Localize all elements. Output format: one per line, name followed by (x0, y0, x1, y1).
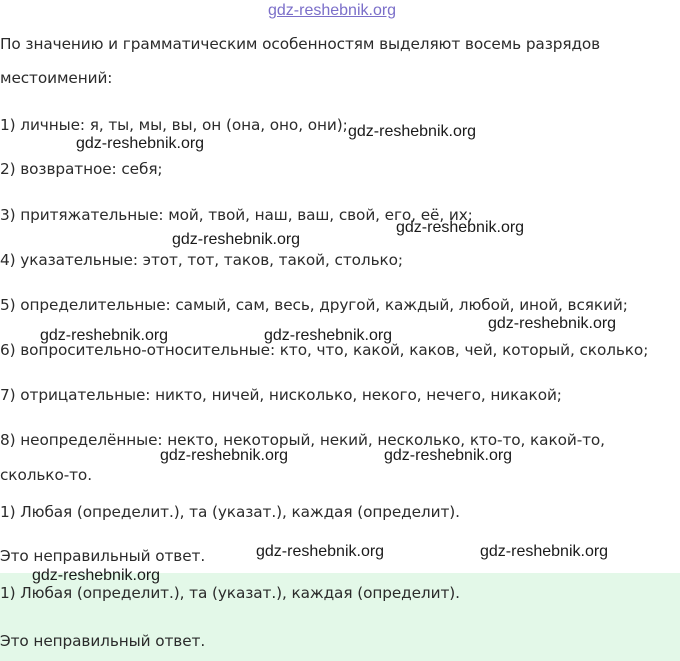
watermark: gdz-reshebnik.org (348, 123, 477, 140)
category-attributive: 5) определительные: самый, сам, весь, другой, каждый, любой, иной, всякий; (0, 296, 628, 314)
intro-text-line-2: местоимений: (0, 69, 113, 87)
watermark: gdz-reshebnik.org (40, 327, 169, 344)
category-possessive: 3) притяжательные: мой, твой, наш, ваш, свой, его, её, их; (0, 206, 473, 224)
watermark: gdz-reshebnik.org (488, 315, 617, 332)
user-answer-verdict: Это неправильный ответ. (0, 547, 206, 565)
watermark: gdz-reshebnik.org (384, 447, 513, 464)
category-indefinite-continued: сколько-то. (0, 466, 92, 484)
user-answer: 1) Любая (определит.), та (указат.), каждая (определит). (0, 503, 460, 521)
category-reflexive: 2) возвратное: себя; (0, 160, 163, 178)
correct-answer: 1) Любая (определит.), та (указат.), каждая (определит). (0, 584, 460, 602)
watermark: gdz-reshebnik.org (32, 567, 161, 584)
category-personal: 1) личные: я, ты, мы, вы, он (она, оно, они); (0, 116, 348, 134)
watermark: gdz-reshebnik.org (160, 447, 289, 464)
category-interrogative-relative: 6) вопросительно-относительные: кто, что, какой, каков, чей, который, сколько; (0, 341, 649, 359)
correct-answer-verdict: Это неправильный ответ. (0, 632, 206, 650)
intro-text-line-1: По значению и грамматическим особенностям выделяют восемь разрядов (0, 35, 601, 53)
watermark: gdz-reshebnik.org (172, 231, 301, 248)
category-demonstrative: 4) указательные: этот, тот, таков, такой, столько; (0, 251, 403, 269)
category-negative: 7) отрицательные: никто, ничей, нисколько, некого, нечего, никакой; (0, 386, 562, 404)
header-watermark-link[interactable]: gdz-reshebnik.org (268, 2, 397, 19)
correct-answer-panel (0, 573, 680, 661)
watermark: gdz-reshebnik.org (256, 543, 385, 560)
watermark: gdz-reshebnik.org (396, 219, 525, 236)
watermark: gdz-reshebnik.org (76, 135, 205, 152)
watermark: gdz-reshebnik.org (480, 543, 609, 560)
category-indefinite: 8) неопределённые: некто, некоторый, некий, несколько, кто-то, какой-то, (0, 431, 605, 449)
watermark: gdz-reshebnik.org (264, 327, 393, 344)
